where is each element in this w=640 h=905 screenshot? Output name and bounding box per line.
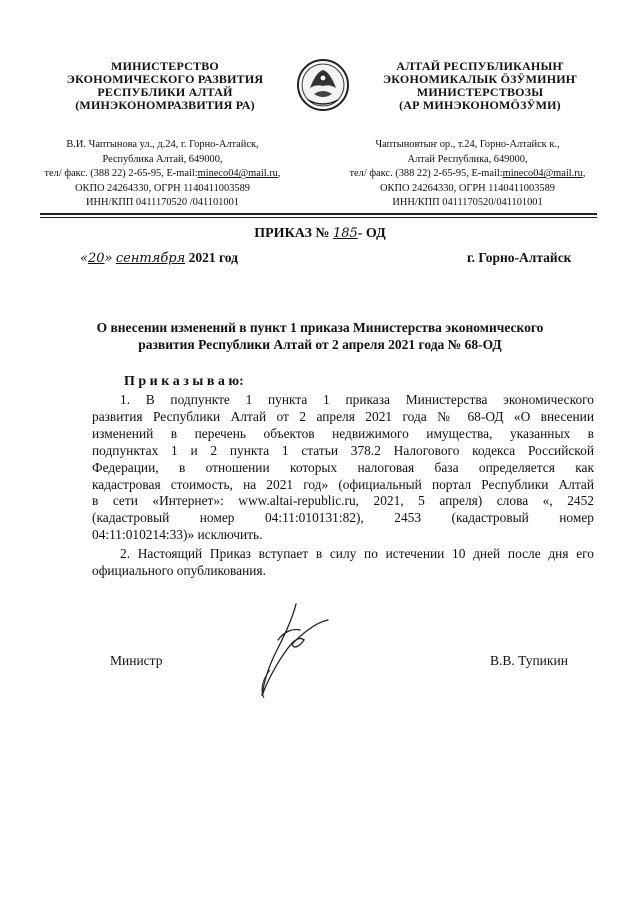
signatory-name: В.В. Тупикин (490, 653, 568, 668)
order-date: «20» сентября 2021 год (80, 250, 238, 266)
right-email-link[interactable]: mineco04@mail.ru (502, 168, 583, 180)
left-address-block: В.И. Чаптынова ул., д.24, г. Горно-Алтайск, Республика Алтай, 649000, тел/ факс. (388 22) 2-65-95, E-mail:mineco04@mail.ru, ОКПО 24264330, ОГРН 1140411003589 ИНН/КПП 0411170520 /041101001 (30, 138, 295, 211)
handwritten-signature (248, 600, 338, 705)
left-ministry-title: МИНИСТЕРСТВО ЭКОНОМИЧЕСКОГО РАЗВИТИЯ РЕСПУБЛИКИ АЛТАЙ (МИНЭКОНОМРАЗВИТИЯ РА) (66, 59, 264, 112)
paragraph-2: 2. Настоящий Приказ вступает в силу по истечении 10 дней после дня его официального опубликования. (92, 546, 594, 578)
coat-of-arms-icon (296, 58, 350, 112)
right-address-block: Чаптыновтыҥ ор., т.24, Горно-Алтайск к., Алтай Республика, 649000, тел/ факс. (388 22) 2-65-95, E-mail:mineco04@mail.ru, ОКПО 24264330, ОГРН 1140411003589 ИНН/КПП 0411170520/041101001 (330, 138, 605, 211)
left-email-link[interactable]: mineco04@mail.ru (197, 168, 278, 180)
left-contact-line: тел/ факс. (388 22) 2-65-95, E-mail:mineco04@mail.ru, (44, 168, 281, 180)
order-city: г. Горно-Алтайск (467, 250, 572, 265)
order-heading: ПРИКАЗ № 185- ОД (254, 226, 386, 241)
header-divider-thin (40, 217, 597, 218)
date-day-handwritten: 20 (87, 251, 105, 266)
order-number-handwritten: 185 (332, 226, 358, 241)
prikazyvayu-heading: П р и к а з ы в а ю: (124, 374, 244, 389)
document-title: О внесении изменений в пункт 1 приказа Министерства экономического развития Республики Алтай от 2 апреля 2021 года № 68-ОД (96, 320, 544, 352)
right-ministry-title: АЛТАЙ РЕСПУБЛИКАНЫҤ ЭКОНОМИКАЛЫК ӦЗӰМИНИҤ МИНИСТЕРСТВОЗЫ (АР МИНЭКОНОМӦЗӰМИ) (382, 59, 578, 112)
signatory-position: Министр (110, 653, 163, 668)
paragraph-1: 1. В подпункте 1 пункта 1 приказа Министерства экономического развития Республики Алтай от 2 апреля 2021 года № 68-ОД «О внесении изменений в перечень объектов недвижимого имущества, указанных в подпунктах 1 и 2 пункта 1 статьи 378.2 Налогового кодекса Российской Федерации, в отношении которых налоговая база определяется как кадастровая стоимость, на 2021 год» (официальный портал Республики Алтай в сети «Интернет»: www.altai-republic.ru, 2021, 5 апреля) слова «, 2452 (кадастровый номер 04:11:010131:82), 2453 (кадастровый номер 04:11:010214:33)» исключить. (92, 392, 594, 543)
right-contact-line: тел/ факс. (388 22) 2-65-95, E-mail:mineco04@mail.ru, (349, 168, 586, 180)
header-divider-thick (40, 213, 597, 215)
date-month-handwritten: сентября (115, 251, 186, 266)
